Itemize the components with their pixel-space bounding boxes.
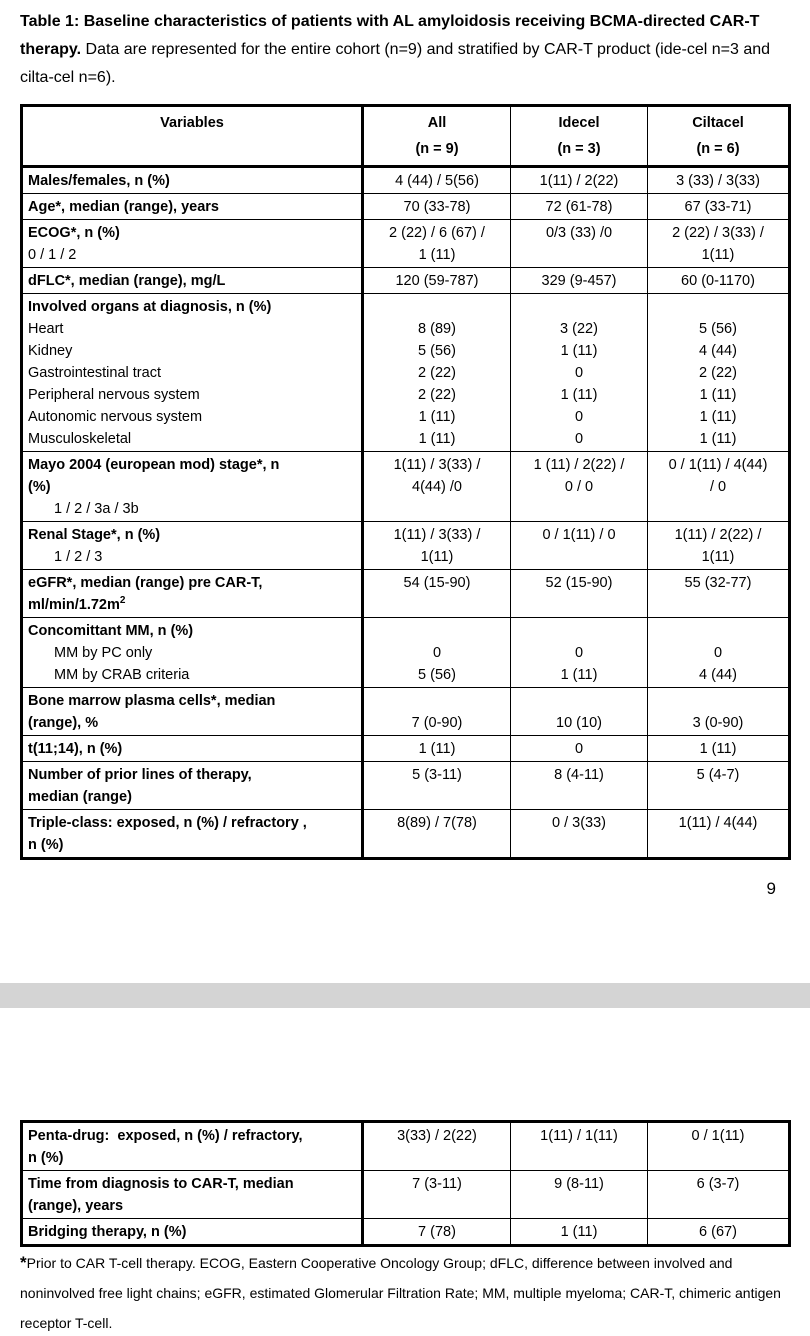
cell-line: 0/3 (33) /0 (545, 224, 613, 241)
cell-line: Idecel (558, 115, 600, 131)
cell-line: 52 (15-90) (545, 574, 613, 591)
table-row-involved-organs (22, 294, 790, 452)
value-ecog-idecel (511, 220, 648, 268)
value-age-ciltacel (648, 194, 790, 220)
cell-line: 4 (44) / 5(56) (395, 172, 479, 189)
cell-line: 2 (22) (418, 386, 456, 403)
cell-line: 7 (3-11) (412, 1175, 462, 1192)
value-renal-stage-all (363, 522, 511, 570)
row-label-ecog (22, 220, 363, 268)
row-label-bridging-therapy (22, 1219, 363, 1246)
cell-line: Concomittant MM, n (%) (28, 622, 194, 639)
row-label-prior-lines (22, 762, 363, 810)
cell-line: 0 (574, 364, 584, 381)
cell-line (514, 296, 644, 318)
value-mayo-stage-all (363, 452, 511, 522)
value-penta-drug-all (363, 1122, 511, 1171)
cell-line: 0 / 1 / 2 (28, 246, 77, 263)
cell-line: 7 (78) (418, 1223, 456, 1240)
cell-line: eGFR*, median (range) pre CAR-T, (28, 574, 263, 591)
table-body (22, 167, 790, 859)
cell-line: Time from diagnosis to CAR-T, median (28, 1175, 294, 1192)
header-row (22, 106, 790, 167)
cell-line: 72 (61-78) (545, 198, 613, 215)
page-break-separator (0, 983, 810, 1008)
cell-line (514, 620, 644, 642)
row-label-age (22, 194, 363, 220)
table-row-age (22, 194, 790, 220)
value-t11-14-idecel (511, 736, 648, 762)
table-row-penta-drug (22, 1122, 790, 1171)
cell-line: All (427, 115, 447, 131)
row-label-time-diagnosis-to-cart (22, 1171, 363, 1219)
row-label-males-females (22, 167, 363, 194)
value-bridging-therapy-idecel (511, 1219, 648, 1246)
cell-line: Males/females, n (%) (28, 172, 170, 189)
row-label-triple-class (22, 810, 363, 859)
cell-line: Bone marrow plasma cells*, median (28, 692, 276, 709)
cell-line: Triple-class: exposed, n (%) / refractory , (28, 814, 307, 831)
caption-title: Table 1: Baseline characteristics of patients with AL amyloidosis receiving BCMA-directed CAR-T therapy. (20, 13, 760, 58)
cell-line: Ciltacel (692, 115, 744, 131)
value-egfr-ciltacel (648, 570, 790, 618)
value-males-females-idecel (511, 167, 648, 194)
cell-line: Kidney (28, 342, 73, 359)
cell-line: (n = 9) (415, 141, 459, 157)
cell-line: Age*, median (range), years (28, 198, 219, 215)
cell-line: Bridging therapy, n (%) (28, 1223, 187, 1240)
cell-line: 2 (22) (699, 364, 737, 381)
cell-line: (range), % (28, 714, 99, 731)
table-row-egfr (22, 570, 790, 618)
cell-line: 1 (11) (699, 408, 737, 425)
cell-line: Renal Stage*, n (%) (28, 526, 161, 543)
cell-line: Mayo 2004 (european mod) stage*, n (28, 456, 280, 473)
value-penta-drug-ciltacel (648, 1122, 790, 1171)
value-concomittant-mm-all (363, 618, 511, 688)
baseline-characteristics-table-continued (20, 1120, 791, 1247)
value-time-diagnosis-to-cart-ciltacel (648, 1171, 790, 1219)
cell-line: Heart (28, 320, 64, 337)
cell-line: ECOG*, n (%) (28, 224, 120, 241)
value-bone-marrow-plasma-cells-all (363, 688, 511, 736)
table-row-ecog (22, 220, 790, 268)
cell-line: 2 (22) / 3(33) / (672, 224, 764, 241)
column-header-variables (22, 106, 363, 167)
cell-line: 5 (3-11) (412, 766, 462, 783)
row-label-concomittant-mm (22, 618, 363, 688)
value-dflc-idecel (511, 268, 648, 294)
cell-line: / 0 (709, 478, 727, 495)
cell-line: 0 / 1(11) / 0 (542, 526, 616, 543)
value-penta-drug-idecel (511, 1122, 648, 1171)
value-concomittant-mm-idecel (511, 618, 648, 688)
cell-line (651, 690, 785, 712)
value-triple-class-ciltacel (648, 810, 790, 859)
cell-line: 0 (574, 430, 584, 447)
value-males-females-all (363, 167, 511, 194)
cell-line: 1(11) (701, 548, 735, 565)
cell-line: MM by CRAB criteria (54, 666, 190, 683)
cell-line: n (%) (28, 1149, 64, 1166)
superscript: 2 (119, 594, 126, 606)
value-age-idecel (511, 194, 648, 220)
cell-line: 5 (56) (418, 342, 456, 359)
caption-description: Data are represented for the entire cohort (n=9) and stratified by CAR-T product (ide-cel n=3 and cilta-cel n=6). (20, 41, 771, 86)
cell-line: 1 (11) / 2(22) / (533, 456, 625, 473)
cell-line: 2 (22) / 6 (67) / (389, 224, 485, 241)
cell-line: 60 (0-1170) (681, 272, 755, 289)
cell-line: 3(33) / 2(22) (397, 1127, 477, 1144)
value-involved-organs-all (363, 294, 511, 452)
cell-line (367, 620, 507, 642)
cell-line: 1 (11) (560, 666, 598, 683)
cell-line: MM by PC only (54, 644, 153, 661)
value-prior-lines-idecel (511, 762, 648, 810)
cell-line: 5 (4-7) (696, 766, 740, 783)
cell-line: 1(11) / 1(11) (540, 1127, 618, 1144)
cell-line: Variables (160, 115, 224, 131)
value-egfr-all (363, 570, 511, 618)
value-bridging-therapy-ciltacel (648, 1219, 790, 1246)
row-label-mayo-stage (22, 452, 363, 522)
cell-line (514, 690, 644, 712)
cell-line: 70 (33-78) (403, 198, 471, 215)
cell-line (367, 296, 507, 318)
table-row-dflc (22, 268, 790, 294)
cell-line: t(11;14), n (%) (28, 740, 123, 757)
cell-line: 9 (8-11) (554, 1175, 604, 1192)
row-label-bone-marrow-plasma-cells (22, 688, 363, 736)
cell-line: 0 (574, 740, 584, 757)
cell-line: 4 (44) (699, 666, 737, 683)
cell-line: 4(44) /0 (412, 478, 462, 495)
cell-line: Gastrointestinal tract (28, 364, 161, 381)
value-ecog-all (363, 220, 511, 268)
cell-line: (n = 3) (557, 141, 601, 157)
cell-line: 1 (11) (418, 408, 456, 425)
cell-line: 5 (56) (699, 320, 737, 337)
table-row-mayo-stage (22, 452, 790, 522)
cell-line: 1(11) / 2(22) / (674, 526, 762, 543)
column-header-ciltacel (648, 106, 790, 167)
cell-line: 0 / 3(33) (552, 814, 606, 831)
cell-line: 8 (89) (418, 320, 456, 337)
cell-line: 54 (15-90) (403, 574, 471, 591)
cell-line: 1 (11) (418, 740, 456, 757)
cell-line (367, 690, 507, 712)
value-t11-14-ciltacel (648, 736, 790, 762)
table-row-prior-lines (22, 762, 790, 810)
cell-line: Musculoskeletal (28, 430, 132, 447)
cell-line: 7 (0-90) (411, 714, 463, 731)
cell-line: 6 (3-7) (696, 1175, 740, 1192)
cell-line: 1(11) (701, 246, 735, 263)
value-bone-marrow-plasma-cells-idecel (511, 688, 648, 736)
value-dflc-all (363, 268, 511, 294)
cell-line: 0 (574, 644, 584, 661)
cell-line: (%) (28, 478, 51, 495)
cell-line (651, 620, 785, 642)
table-row-renal-stage (22, 522, 790, 570)
value-time-diagnosis-to-cart-idecel (511, 1171, 648, 1219)
cell-line: Number of prior lines of therapy, (28, 766, 252, 783)
cell-line: 1(11) / 3(33) / (393, 526, 481, 543)
value-prior-lines-all (363, 762, 511, 810)
footnote-text: Prior to CAR T-cell therapy. ECOG, Eastern Cooperative Oncology Group; dFLC, difference between involved and noninvolved free light chains; eGFR, estimated Glomerular Filtration Rate; MM, multiple myeloma; CAR-T, chimeric antigen receptor T-cell. (20, 1255, 781, 1331)
row-label-involved-organs (22, 294, 363, 452)
cell-line: 1(11) / 2(22) (539, 172, 619, 189)
value-bone-marrow-plasma-cells-ciltacel (648, 688, 790, 736)
table-row-males-females (22, 167, 790, 194)
cell-line: 0 / 0 (564, 478, 594, 495)
cell-line: 55 (32-77) (684, 574, 752, 591)
value-t11-14-all (363, 736, 511, 762)
cell-line (651, 296, 785, 318)
table-row-t11-14 (22, 736, 790, 762)
value-mayo-stage-idecel (511, 452, 648, 522)
baseline-characteristics-table (20, 104, 791, 860)
cell-line: 120 (59-787) (395, 272, 479, 289)
value-age-all (363, 194, 511, 220)
cell-line: Penta-drug: exposed, n (%) / refractory, (28, 1127, 303, 1144)
cell-line: 1 / 2 / 3 (54, 548, 103, 565)
value-egfr-idecel (511, 570, 648, 618)
row-label-t11-14 (22, 736, 363, 762)
table-continued-body (22, 1122, 790, 1246)
cell-line: 1(11) / 4(44) (678, 814, 758, 831)
cell-line: Peripheral nervous system (28, 386, 200, 403)
cell-line: 4 (44) (699, 342, 737, 359)
cell-line: (n = 6) (696, 141, 740, 157)
cell-line: 0 / 1(11) / 4(44) (668, 456, 768, 473)
value-dflc-ciltacel (648, 268, 790, 294)
column-header-all (363, 106, 511, 167)
cell-line: 5 (56) (418, 666, 456, 683)
cell-line: 0 (574, 408, 584, 425)
cell-line: Autonomic nervous system (28, 408, 203, 425)
cell-line: Involved organs at diagnosis, n (%) (28, 298, 272, 315)
table-row-time-diagnosis-to-cart (22, 1171, 790, 1219)
cell-line: 67 (33-71) (684, 198, 752, 215)
value-ecog-ciltacel (648, 220, 790, 268)
table-row-bone-marrow-plasma-cells (22, 688, 790, 736)
footnote-asterisk: * (20, 1253, 27, 1272)
row-label-penta-drug (22, 1122, 363, 1171)
cell-line: 0 (432, 644, 442, 661)
value-renal-stage-ciltacel (648, 522, 790, 570)
cell-line: 10 (10) (556, 714, 602, 731)
value-involved-organs-ciltacel (648, 294, 790, 452)
cell-line: 329 (9-457) (541, 272, 617, 289)
value-prior-lines-ciltacel (648, 762, 790, 810)
table-footnote (20, 1248, 796, 1336)
row-label-dflc (22, 268, 363, 294)
column-header-idecel (511, 106, 648, 167)
cell-line: $ml/\min/1.72m^2$ (28, 594, 126, 613)
cell-line: 1(11) (420, 548, 454, 565)
cell-line: median (range) (28, 788, 132, 805)
cell-line: 3 (33) / 3(33) (676, 172, 760, 189)
cell-line: 1 (11) (560, 342, 598, 359)
cell-line: 6 (67) (699, 1223, 737, 1240)
cell-line: 0 / 1(11) (691, 1127, 745, 1144)
cell-line: n (%) (28, 836, 64, 853)
row-label-renal-stage (22, 522, 363, 570)
page-number: 9 (766, 879, 776, 898)
cell-line: 1 (11) (699, 740, 737, 757)
value-time-diagnosis-to-cart-all (363, 1171, 511, 1219)
value-triple-class-all (363, 810, 511, 859)
cell-line: 1 (11) (418, 246, 456, 263)
cell-line: (range), years (28, 1197, 124, 1214)
table-caption (20, 8, 792, 92)
value-bridging-therapy-all (363, 1219, 511, 1246)
cell-line: 1 (11) (699, 386, 737, 403)
table-row-concomittant-mm (22, 618, 790, 688)
cell-line: 1(11) / 3(33) / (393, 456, 481, 473)
value-renal-stage-idecel (511, 522, 648, 570)
table-row-bridging-therapy (22, 1219, 790, 1246)
value-involved-organs-idecel (511, 294, 648, 452)
value-concomittant-mm-ciltacel (648, 618, 790, 688)
table-row-triple-class (22, 810, 790, 859)
cell-line: 0 (713, 644, 723, 661)
table-header (22, 106, 790, 167)
cell-line: 1 (11) (560, 1223, 598, 1240)
value-mayo-stage-ciltacel (648, 452, 790, 522)
cell-line: dFLC*, median (range), mg/L (28, 272, 226, 289)
cell-line: 8 (4-11) (554, 766, 604, 783)
cell-line: 1 (11) (560, 386, 598, 403)
value-triple-class-idecel (511, 810, 648, 859)
cell-line: 2 (22) (418, 364, 456, 381)
cell-line: 8(89) / 7(78) (397, 814, 477, 831)
cell-line: 1 (11) (699, 430, 737, 447)
value-males-females-ciltacel (648, 167, 790, 194)
row-label-egfr (22, 570, 363, 618)
cell-line: 1 (11) (418, 430, 456, 447)
cell-line: 3 (0-90) (692, 714, 744, 731)
cell-line: 3 (22) (560, 320, 598, 337)
cell-line: 1 / 2 / 3a / 3b (54, 500, 139, 517)
